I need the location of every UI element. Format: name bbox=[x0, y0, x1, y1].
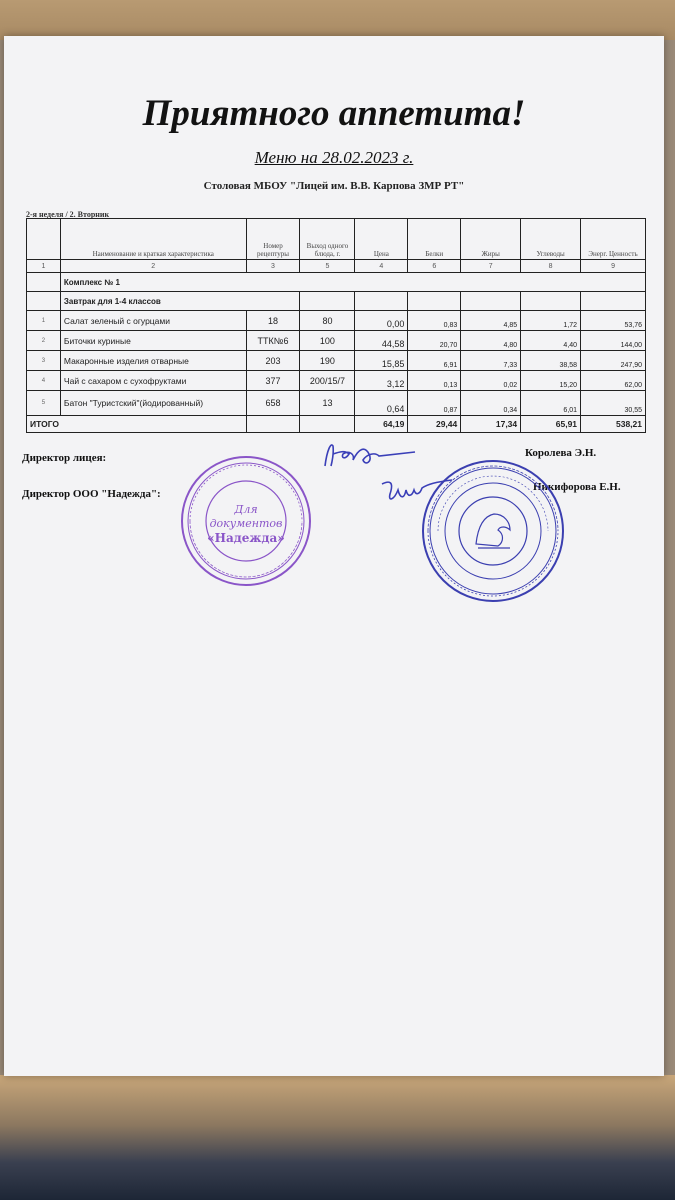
dish-name: Чай с сахаром с сухофруктами bbox=[60, 371, 246, 391]
empty-cell bbox=[27, 273, 61, 292]
svg-text:«Надежда»: «Надежда» bbox=[207, 531, 285, 545]
menu-date: Меню на 28.02.2023 г. bbox=[254, 148, 414, 167]
portion-weight: 190 bbox=[300, 351, 355, 371]
total-protein: 29,44 bbox=[408, 416, 461, 433]
dish-name: Салат зеленый с огурцами bbox=[60, 311, 246, 331]
protein: 0,87 bbox=[408, 391, 461, 416]
header-energy: Энерг. Ценность bbox=[581, 219, 646, 260]
empty-cell bbox=[27, 292, 61, 311]
energy: 247,90 bbox=[581, 351, 646, 371]
empty-cell bbox=[300, 416, 355, 433]
row-number: 4 bbox=[27, 371, 61, 391]
index-cell: 9 bbox=[581, 260, 646, 273]
header-name: Наименование и краткая характеристика bbox=[60, 219, 246, 260]
header-fat: Жиры bbox=[461, 219, 521, 260]
header-protein: Белки bbox=[408, 219, 461, 260]
index-row bbox=[27, 260, 646, 273]
price: 15,85 bbox=[355, 351, 408, 371]
carbs: 6,01 bbox=[521, 391, 581, 416]
fat: 0,02 bbox=[461, 371, 521, 391]
table-row bbox=[27, 351, 646, 371]
table-row bbox=[27, 331, 646, 351]
fat: 4,85 bbox=[461, 311, 521, 331]
carbs: 4,40 bbox=[521, 331, 581, 351]
portion-weight: 13 bbox=[300, 391, 355, 416]
portion-weight: 80 bbox=[300, 311, 355, 331]
total-fat: 17,34 bbox=[461, 416, 521, 433]
header-index bbox=[27, 219, 61, 260]
header-recipe: Номер рецептуры bbox=[246, 219, 300, 260]
empty-cell bbox=[355, 292, 408, 311]
breakfast-label: Завтрак для 1-4 классов bbox=[60, 292, 300, 311]
director-name: Королева Э.Н. bbox=[525, 447, 597, 459]
breakfast-row bbox=[27, 292, 646, 311]
index-cell: 7 bbox=[461, 260, 521, 273]
index-cell: 2 bbox=[60, 260, 246, 273]
energy: 30,55 bbox=[581, 391, 646, 416]
row-number: 2 bbox=[27, 331, 61, 351]
company-director-label: Директор ООО "Надежда": bbox=[22, 488, 161, 500]
portion-weight: 200/15/7 bbox=[300, 371, 355, 391]
svg-text:документов: документов bbox=[209, 517, 283, 530]
row-number: 3 bbox=[27, 351, 61, 371]
empty-cell bbox=[408, 292, 461, 311]
complex-row bbox=[27, 273, 646, 292]
recipe-number: ТТК№6 bbox=[246, 331, 300, 351]
table-row bbox=[27, 371, 646, 391]
total-price: 64,19 bbox=[355, 416, 408, 433]
fat: 4,80 bbox=[461, 331, 521, 351]
energy: 62,00 bbox=[581, 371, 646, 391]
portion-weight: 100 bbox=[300, 331, 355, 351]
total-carbs: 65,91 bbox=[521, 416, 581, 433]
carbs: 1,72 bbox=[521, 311, 581, 331]
row-number: 5 bbox=[27, 391, 61, 416]
index-cell: 6 bbox=[408, 260, 461, 273]
recipe-number: 203 bbox=[246, 351, 300, 371]
empty-cell bbox=[246, 416, 300, 433]
index-cell: 3 bbox=[246, 260, 300, 273]
header-portion: Выход одного блюда, г. bbox=[300, 219, 355, 260]
empty-cell bbox=[300, 292, 355, 311]
table-surface-bottom bbox=[0, 1075, 675, 1200]
nadezhda-stamp bbox=[176, 451, 316, 591]
index-cell: 1 bbox=[27, 260, 61, 273]
header-price: Цена bbox=[355, 219, 408, 260]
row-number: 1 bbox=[27, 311, 61, 331]
protein: 20,70 bbox=[408, 331, 461, 351]
energy: 144,00 bbox=[581, 331, 646, 351]
director-signature bbox=[319, 436, 419, 476]
dish-name: Биточки куриные bbox=[60, 331, 246, 351]
protein: 6,91 bbox=[408, 351, 461, 371]
company-director-name: Никифорова Е.Н. bbox=[533, 481, 621, 493]
table-surface-top bbox=[0, 0, 675, 40]
organization-name: Столовая МБОУ "Лицей им. В.В. Карпова ЗМР РТ" bbox=[203, 180, 465, 192]
table-row bbox=[27, 391, 646, 416]
total-row bbox=[27, 416, 646, 433]
fat: 7,33 bbox=[461, 351, 521, 371]
recipe-number: 658 bbox=[246, 391, 300, 416]
header-carbs: Углеводы bbox=[521, 219, 581, 260]
price: 0,64 bbox=[355, 391, 408, 416]
total-energy: 538,21 bbox=[581, 416, 646, 433]
complex-label: Комплекс № 1 bbox=[60, 273, 645, 292]
total-label: ИТОГО bbox=[27, 416, 247, 433]
menu-table bbox=[26, 218, 646, 433]
director-label: Директор лицея: bbox=[22, 452, 107, 464]
dish-name: Батон "Туристский"(йодированный) bbox=[60, 391, 246, 416]
recipe-number: 377 bbox=[246, 371, 300, 391]
price: 3,12 bbox=[355, 371, 408, 391]
week-label: 2-я неделя / 2. Вторник bbox=[26, 210, 110, 219]
index-cell: 5 bbox=[300, 260, 355, 273]
energy: 53,76 bbox=[581, 311, 646, 331]
price: 44,58 bbox=[355, 331, 408, 351]
header-row bbox=[27, 219, 646, 260]
carbs: 38,58 bbox=[521, 351, 581, 371]
lyceum-stamp bbox=[418, 456, 568, 606]
empty-cell bbox=[521, 292, 581, 311]
price: 0,00 bbox=[355, 311, 408, 331]
recipe-number: 18 bbox=[246, 311, 300, 331]
empty-cell bbox=[581, 292, 646, 311]
menu-sheet bbox=[4, 36, 664, 1076]
page-title: Приятного аппетита! bbox=[142, 93, 526, 134]
carbs: 15,20 bbox=[521, 371, 581, 391]
empty-cell bbox=[461, 292, 521, 311]
index-cell: 8 bbox=[521, 260, 581, 273]
dish-name: Макаронные изделия отварные bbox=[60, 351, 246, 371]
table-row bbox=[27, 311, 646, 331]
index-cell: 4 bbox=[355, 260, 408, 273]
svg-text:Для: Для bbox=[234, 503, 258, 516]
protein: 0,83 bbox=[408, 311, 461, 331]
fat: 0,34 bbox=[461, 391, 521, 416]
protein: 0,13 bbox=[408, 371, 461, 391]
